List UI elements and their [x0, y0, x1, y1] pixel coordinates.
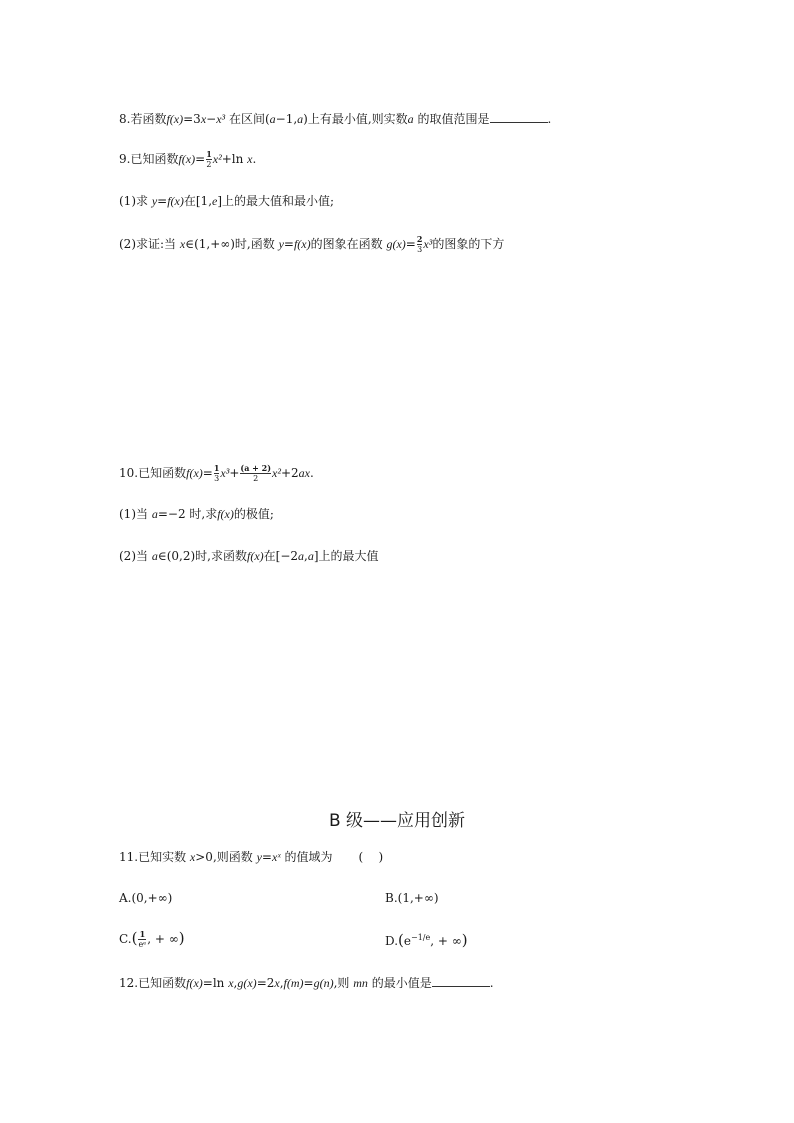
- q12-fm: f(m): [283, 976, 304, 990]
- q10p1-fx: f(x): [217, 507, 234, 521]
- q10-frac1-num: 1: [213, 463, 220, 473]
- q12-gn: g(n): [313, 976, 334, 990]
- q9p1-text-2: 在[1,: [183, 194, 213, 208]
- q9p1-text: (1)求: [119, 194, 152, 208]
- section-title: B 级——应用创新: [328, 811, 466, 831]
- q9p2-gx: g(x): [386, 237, 406, 251]
- q10-frac2-num: (a + 2): [240, 463, 271, 473]
- q9p2-text-4: 的图象的下方: [432, 237, 505, 251]
- question-9: [119, 150, 256, 169]
- q8-eq: =3: [183, 112, 201, 126]
- option-b[interactable]: B.(1,+∞): [385, 891, 439, 905]
- q8-a: a: [407, 112, 414, 126]
- q8-a: a: [269, 112, 276, 126]
- q9p1-text-3: ]上的最大值和最小值;: [217, 194, 335, 208]
- q10-eq: =: [202, 466, 213, 480]
- q9-fraction: [206, 150, 212, 169]
- q10p1-text: (1)当: [119, 507, 152, 521]
- option-d-rest: , + ∞: [430, 934, 462, 948]
- q9p2-frac-num: 2: [416, 234, 423, 244]
- q8-text-5: 的取值范围是: [413, 112, 490, 126]
- q11-number: 11.: [119, 850, 139, 864]
- q12-x: x: [274, 976, 280, 990]
- option-c-close-paren: ): [178, 929, 185, 947]
- q9p2-eq-2: =: [405, 237, 416, 251]
- q9-x2: x²: [212, 152, 222, 166]
- q12-mn: mn: [353, 976, 368, 990]
- q10-text: 已知函数: [138, 466, 187, 480]
- q9-frac-den: 2: [206, 160, 212, 169]
- q10-fraction-1: [214, 464, 220, 483]
- q10p2-text: (2)当: [119, 549, 152, 563]
- q9p2-text-3: 的图象在函数: [310, 237, 387, 251]
- q9p2-fx: f(x): [293, 237, 311, 251]
- q9p2-x3: x³: [423, 237, 433, 251]
- q12-x: x: [228, 976, 234, 990]
- q10-frac2-den: 2: [240, 473, 271, 483]
- option-c-label: C.: [119, 932, 132, 946]
- q10-period: .: [309, 466, 314, 480]
- q10p1-a: a: [151, 507, 158, 521]
- q8-text-3: −1,: [275, 112, 298, 126]
- q10p2-text-2: ∈(0,2)时,求函数: [157, 549, 247, 563]
- option-d-open-paren: (: [398, 931, 404, 949]
- q11-y: y: [256, 850, 262, 864]
- q9-text: 已知函数: [130, 152, 179, 166]
- q10p2-a: a: [307, 549, 314, 563]
- q10-number: 10.: [119, 466, 139, 480]
- q9p2-fraction: [417, 235, 423, 254]
- q11-answer-paren[interactable]: ( ): [358, 850, 384, 864]
- q9p1-eq: =: [157, 194, 168, 208]
- q8-period: .: [547, 112, 552, 126]
- q10-fx: f(x): [186, 466, 203, 480]
- q9-number: 9.: [119, 152, 131, 166]
- question-10-part-2: [119, 548, 379, 564]
- q10-frac1-den: 3: [214, 474, 220, 483]
- q11-xx: xˣ: [271, 850, 281, 864]
- option-d-close-paren: ): [461, 931, 468, 949]
- q12-fx: f(x): [186, 976, 203, 990]
- q10p2-a: a: [151, 549, 158, 563]
- q12-gx: g(x): [237, 976, 257, 990]
- q9p1-e: e: [212, 194, 218, 208]
- q9p2-eq: =: [283, 237, 294, 251]
- q10-fraction-2: [240, 464, 271, 483]
- q12-eq: =: [303, 976, 314, 990]
- q9p2-text-2: ∈(1,+∞)时,函数: [185, 237, 279, 251]
- q10p1-text-3: 的极值;: [233, 507, 274, 521]
- q12-text-4: =2: [256, 976, 275, 990]
- q9p2-x: x: [179, 237, 186, 251]
- q9p2-text: (2)求证:当: [119, 237, 180, 251]
- q12-text-6: ,则: [333, 976, 354, 990]
- q8-minus: −: [206, 112, 217, 126]
- q10-x2: x²: [272, 466, 281, 480]
- q12-text: 已知函数: [138, 976, 187, 990]
- q10p2-text-3: 在[−2: [263, 549, 299, 563]
- q11-text: 已知实数: [138, 850, 190, 864]
- q9-eq: =: [195, 152, 206, 166]
- q10p2-text-5: ]上的最大值: [313, 549, 379, 563]
- q10p2-fx: f(x): [246, 549, 264, 563]
- option-d-label: D.: [385, 934, 399, 948]
- option-d-exponent: −1/e: [410, 933, 431, 942]
- q12-text-7: 的最小值是: [367, 976, 432, 990]
- q10-x3: x³: [220, 466, 230, 480]
- question-12: [119, 974, 494, 991]
- q8-x: x: [200, 112, 207, 126]
- q8-fx: f(x): [166, 112, 184, 126]
- option-d-e: e: [403, 934, 411, 948]
- q12-text-3: ,: [233, 976, 238, 990]
- q9-period: .: [252, 152, 257, 166]
- option-c-rest: , + ∞: [147, 932, 179, 946]
- question-9-part-1: [119, 193, 334, 209]
- q10p1-text-2: =−2 时,求: [157, 507, 218, 521]
- q9-x: x: [247, 152, 253, 166]
- q8-text: 若函数: [130, 112, 167, 126]
- q12-text-5: ,: [279, 976, 284, 990]
- q9p1-y: y: [151, 194, 158, 208]
- q10p2-text-4: ,: [304, 549, 308, 563]
- option-c-frac-num: 1: [139, 929, 146, 939]
- option-a[interactable]: A.(0,+∞): [119, 891, 173, 905]
- q12-text-2: =ln: [202, 976, 229, 990]
- q12-number: 12.: [119, 976, 139, 990]
- q9p1-fx: f(x): [167, 194, 184, 208]
- q8-x3: x³: [216, 112, 226, 126]
- option-d[interactable]: [385, 930, 468, 949]
- q9-text-2: +ln: [221, 152, 248, 166]
- q9p2-y: y: [278, 237, 284, 251]
- option-c-frac-den: eᵉ: [138, 940, 147, 949]
- question-9-part-2: [119, 235, 504, 254]
- q10p2-a: a: [298, 549, 305, 563]
- question-8: [119, 110, 551, 127]
- q8-text-4: )上有最小值,则实数: [303, 112, 408, 126]
- q10-ax: ax: [298, 466, 310, 480]
- option-c-open-paren: (: [131, 929, 138, 947]
- question-10: [119, 464, 314, 483]
- q11-eq: =: [261, 850, 272, 864]
- q8-answer-blank[interactable]: [490, 110, 548, 123]
- question-11: [119, 849, 383, 865]
- q10-text-2: +2: [280, 466, 299, 480]
- q8-a: a: [297, 112, 304, 126]
- q11-x: x: [189, 850, 196, 864]
- option-c[interactable]: [119, 930, 185, 949]
- q11-text-3: 的值域为: [280, 850, 333, 864]
- q11-text-2: >0,则函数: [195, 850, 257, 864]
- question-10-part-1: [119, 506, 274, 522]
- q12-period: .: [489, 976, 494, 990]
- q10-plus: +: [229, 466, 240, 480]
- q8-number: 8.: [119, 112, 131, 126]
- q9-frac-num: 1: [206, 149, 212, 159]
- option-c-fraction: [138, 930, 146, 949]
- q12-answer-blank[interactable]: [432, 974, 490, 987]
- q8-text-2: 在区间(: [225, 112, 270, 126]
- q9-fx: f(x): [178, 152, 196, 166]
- q9p2-frac-den: 3: [417, 245, 423, 254]
